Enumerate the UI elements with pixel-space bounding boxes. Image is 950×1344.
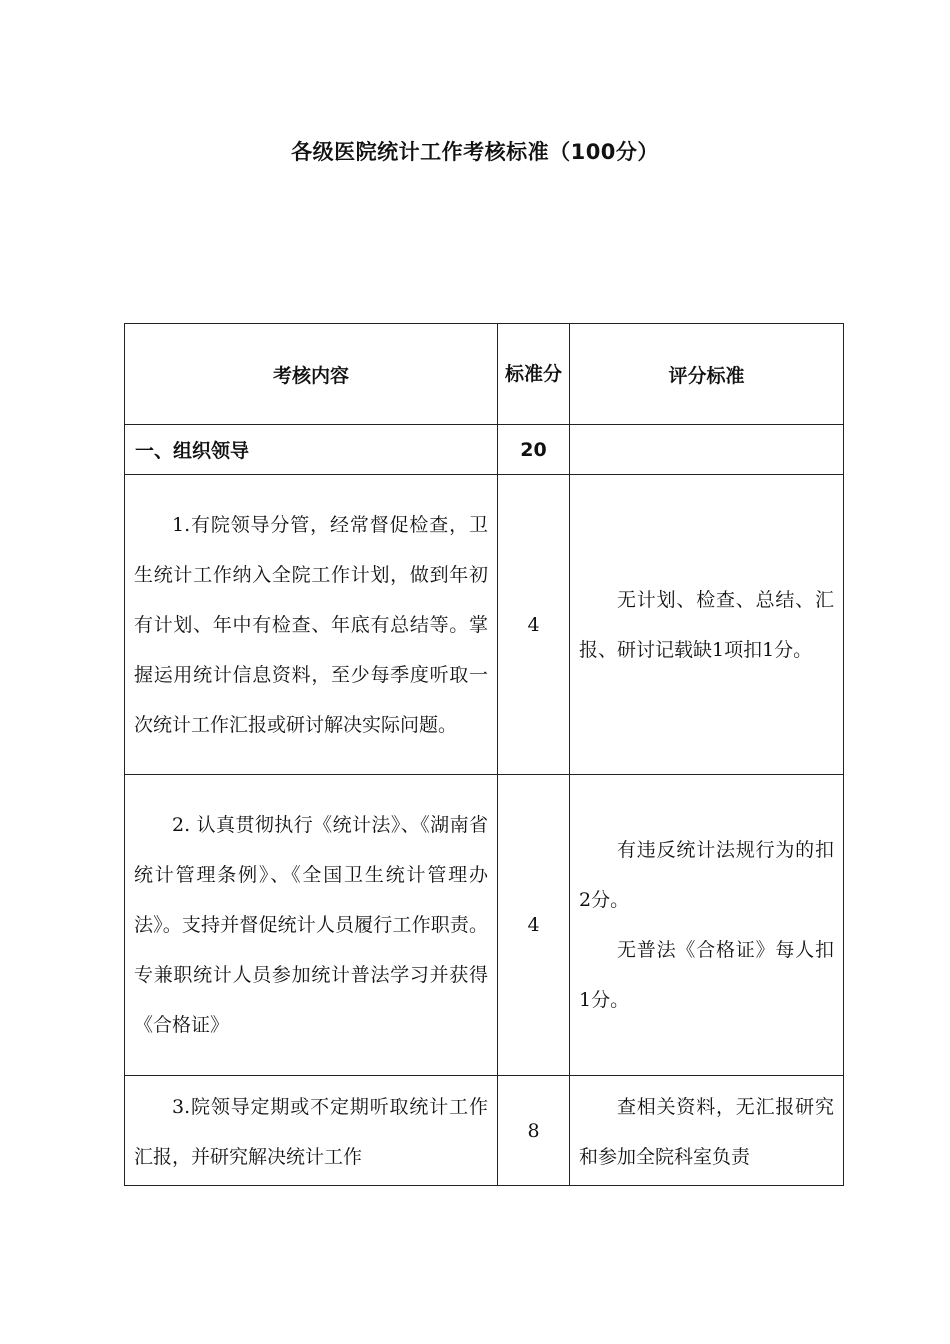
row-content: 2. 认真贯彻执行《统计法》、《湖南省统计管理条例》、《全国卫生统计管理办法》。支持并督促统计人员履行工作职责。专兼职统计人员参加统计普法学习并获得《合格证》 xyxy=(125,775,498,1076)
row-score: 4 xyxy=(498,475,570,775)
criteria-paragraph: 无普法《合格证》每人扣1分。 xyxy=(579,939,834,1011)
section-score: 20 xyxy=(498,425,570,475)
section-row xyxy=(125,425,844,475)
criteria-paragraph: 无计划、检查、总结、汇报、研讨记载缺1项扣1分。 xyxy=(579,588,834,661)
row-criteria xyxy=(570,475,844,775)
table-row xyxy=(125,1076,844,1186)
row-score: 8 xyxy=(498,1076,570,1186)
row-criteria xyxy=(570,1076,844,1186)
row-criteria xyxy=(570,775,844,1076)
row-content: 1.有院领导分管，经常督促检查，卫生统计工作纳入全院工作计划，做到年初有计划、年中有检查、年底有总结等。掌握运用统计信息资料，至少每季度听取一次统计工作汇报或研讨解决实际问题。 xyxy=(125,475,498,775)
row-score: 4 xyxy=(498,775,570,1076)
section-label: 一、组织领导 xyxy=(125,425,498,475)
table-row xyxy=(125,475,844,775)
table-header-row xyxy=(125,324,844,425)
header-score: 标准分 xyxy=(498,324,570,425)
header-criteria: 评分标准 xyxy=(570,324,844,425)
document-title: 各级医院统计工作考核标准（100分） xyxy=(291,140,659,164)
table-row xyxy=(125,775,844,1076)
criteria-paragraph: 查相关资料，无汇报研究和参加全院科室负责 xyxy=(579,1096,834,1168)
section-criteria-empty xyxy=(570,425,844,475)
row-content: 3.院领导定期或不定期听取统计工作汇报，并研究解决统计工作 xyxy=(125,1076,498,1186)
header-content: 考核内容 xyxy=(125,324,498,425)
assessment-table xyxy=(124,323,844,1186)
criteria-paragraph: 有违反统计法规行为的扣2分。 xyxy=(579,839,834,911)
